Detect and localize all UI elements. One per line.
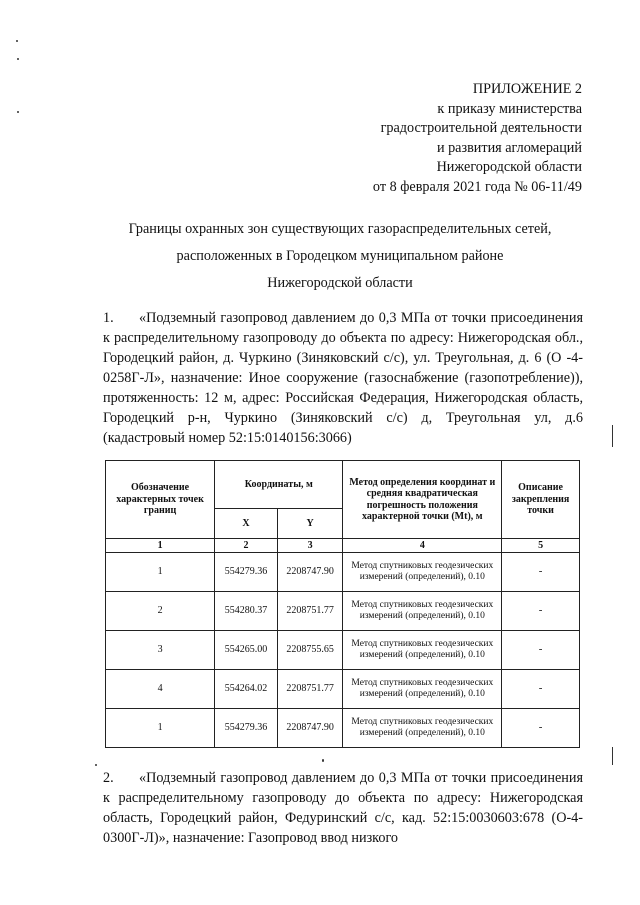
cell-y: 2208747.90: [277, 709, 343, 748]
cell-method: Метод спутниковых геодезических измерений (определений), 0.10: [343, 670, 502, 709]
cell-point: 2: [106, 592, 215, 631]
cell-x: 554264.02: [215, 670, 278, 709]
document-title: [60, 216, 620, 297]
cell-y: 2208751.77: [277, 670, 343, 709]
header-description: Описание закрепления точки: [502, 461, 580, 539]
scan-speck: [17, 58, 19, 60]
scan-speck: [16, 40, 18, 42]
table-row: [106, 709, 580, 748]
column-number: 2: [215, 539, 278, 553]
cell-point: 1: [106, 709, 215, 748]
header-coords: Координаты, м: [215, 461, 343, 509]
item-2-text: «Подземный газопровод давлением до 0,3 МПа от точки присоединения к распределительному газопроводу до объекта по адресу: Нижегородская область, Городецкий район, Федуринский с/с, кад. 52:15:0030603:678 (О-4-0300Г-Л)», назначение: Газопровод ввод низкого: [103, 770, 583, 846]
column-number: 5: [502, 539, 580, 553]
appendix-header: [373, 80, 582, 197]
item-2-paragraph: [103, 768, 583, 848]
cell-method: Метод спутниковых геодезических измерений (определений), 0.10: [343, 631, 502, 670]
cell-description: -: [502, 709, 580, 748]
scan-mark: [612, 425, 613, 447]
cell-x: 554279.36: [215, 553, 278, 592]
table-row: [106, 592, 580, 631]
scan-mark: [612, 747, 613, 765]
cell-method: Метод спутниковых геодезических измерений (определений), 0.10: [343, 709, 502, 748]
cell-y: 2208747.90: [277, 553, 343, 592]
cell-description: -: [502, 592, 580, 631]
appendix-line: и развития агломераций: [436, 139, 582, 156]
cell-point: 1: [106, 553, 215, 592]
cell-point: 3: [106, 631, 215, 670]
title-line-3: Нижегородской области: [267, 275, 413, 291]
appendix-line: градостроительной деятельности: [380, 120, 582, 136]
header-y: Y: [277, 509, 343, 539]
title-line-2: расположенных в Городецком муниципальном районе: [176, 248, 504, 264]
appendix-line: к приказу министерства: [437, 100, 582, 117]
cell-description: -: [502, 670, 580, 709]
item-2-number: 2.: [103, 770, 114, 786]
cell-y: 2208755.65: [277, 631, 343, 670]
item-1-number: 1.: [103, 310, 114, 326]
coordinates-table: [105, 460, 580, 748]
column-number: 1: [106, 539, 215, 553]
scan-speck: [322, 759, 324, 762]
appendix-line: от 8 февраля 2021 года № 06-11/49: [372, 178, 582, 195]
cell-x: 554265.00: [215, 631, 278, 670]
table-row: [106, 553, 580, 592]
scan-speck: [17, 111, 19, 113]
cell-description: -: [502, 631, 580, 670]
table-row: [106, 631, 580, 670]
header-x: X: [215, 509, 278, 539]
cell-description: -: [502, 553, 580, 592]
column-number: 4: [343, 539, 502, 553]
column-number: 3: [277, 539, 343, 553]
cell-x: 554280.37: [215, 592, 278, 631]
cell-method: Метод спутниковых геодезических измерений (определений), 0.10: [343, 592, 502, 631]
item-1-paragraph: [103, 308, 583, 448]
cell-x: 554279.36: [215, 709, 278, 748]
scan-speck: [95, 764, 97, 766]
title-line-1: Границы охранных зон существующих газораспределительных сетей,: [128, 221, 552, 237]
header-point: Обозначение характерных точек границ: [106, 461, 215, 539]
cell-method: Метод спутниковых геодезических измерений (определений), 0.10: [343, 553, 502, 592]
appendix-line: Нижегородской области: [436, 159, 582, 175]
appendix-line: ПРИЛОЖЕНИЕ 2: [472, 81, 582, 97]
cell-point: 4: [106, 670, 215, 709]
header-method: Метод определения координат и средняя квадратическая погрешность положения характерной точки (Mt), м: [343, 461, 502, 539]
table-row: [106, 670, 580, 709]
item-1-text: «Подземный газопровод давлением до 0,3 МПа от точки присоединения к распределительному газопроводу до объекта по адресу: Нижегородская обл., Городецкий район, д. Чуркино (Зиняковский с/с), ул. Треугольная, д. 6 (О -4-0258Г-Л», назначение: Иное сооружение (газоснабжение (газопотребление)), протяженность: 12 м, адрес: Российская Федерация, Нижегородская область, Городецкий р-н, Чуркино (Зиняковский с/с) д, Треугольная ул, д.6 (кадастровый номер 52:15:0140156:3066): [103, 310, 583, 446]
cell-y: 2208751.77: [277, 592, 343, 631]
